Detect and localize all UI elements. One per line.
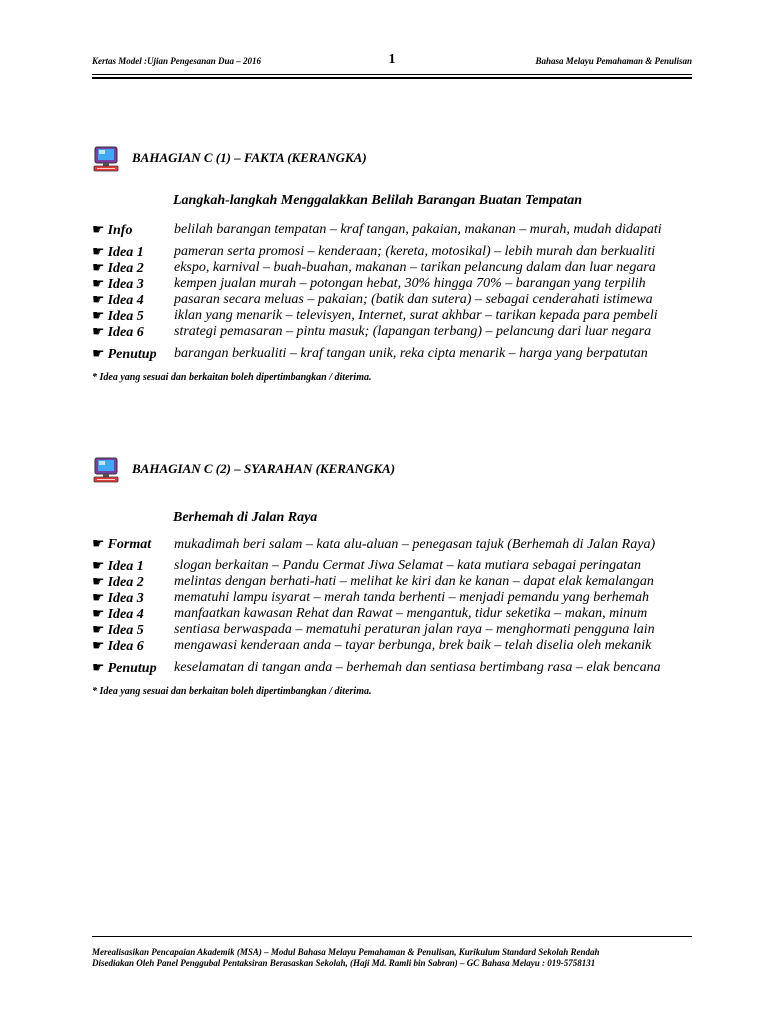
pointing-hand-icon: ☛ [92,575,105,590]
section2-subtitle: Berhemah di Jalan Raya [173,510,318,525]
page-number: 1 [388,52,396,67]
pointing-hand-icon: ☛ [92,245,105,260]
section1-subtitle: Langkah-langkah Menggalakkan Belilah Barangan Buatan Tempatan [173,193,583,208]
row-text: pasaran secara meluas – pakaian; (batik dan sutera) – sebagai cenderahati istimewa [174,292,653,307]
row-label: Idea 6 [107,325,144,340]
row-label: Idea 2 [107,575,144,590]
row-label: Idea 4 [107,607,144,622]
section1-title: BAHAGIAN C (1) – FAKTA (KERANGKA) [132,150,367,165]
row-label: Idea 5 [107,309,144,324]
pointing-hand-icon: ☛ [92,661,105,676]
row-text: iklan yang menarik – televisyen, Internet, surat akhbar – tarikan kepada para pembeli [174,308,658,323]
row-label: Info [107,223,133,238]
pointing-hand-icon: ☛ [92,293,105,308]
row-label: Idea 2 [107,261,144,276]
list-item [92,222,698,238]
list-item [92,346,698,362]
list-item [92,292,698,308]
footer-line-1: Merealisasikan Pencapaian Akademik (MSA) – Modul Bahasa Melayu Pemahaman & Penulisan, Kurikulum Standard Sekolah Rendah [92,947,600,957]
row-label: Format [107,537,152,552]
row-text: pameran serta promosi – kenderaan; (kereta, motosikal) – lebih murah dan berkualiti [174,244,656,259]
list-item [92,660,698,676]
pointing-hand-icon: ☛ [92,639,105,654]
list-item [92,622,698,638]
row-text: mengawasi kenderaan anda – tayar berbunga, brek baik – telah diselia oleh mekanik [174,638,652,653]
pointing-hand-icon: ☛ [92,277,105,292]
section2-title: BAHAGIAN C (2) – SYARAHAN (KERANGKA) [132,461,396,476]
list-item [92,638,698,654]
row-label: Idea 1 [107,245,144,260]
row-text: strategi pemasaran – pintu masuk; (lapangan terbang) – pelancung dari luar negara [174,324,652,339]
row-text: ekspo, karnival – buah-buahan, makanan – tarikan pelancung dalam dan luar negara [174,260,656,275]
row-text: barangan berkualiti – kraf tangan unik, reka cipta menarik – harga yang berpatutan [174,346,648,361]
section2-note: * Idea yang sesuai dan berkaitan boleh dipertimbangkan / diterima. [92,686,372,697]
row-label: Idea 6 [107,639,144,654]
pointing-hand-icon: ☛ [92,347,105,362]
list-item [92,244,698,260]
row-label: Penutup [107,347,157,362]
section1-note: * Idea yang sesuai dan berkaitan boleh dipertimbangkan / diterima. [92,372,372,383]
list-item [92,536,698,552]
row-label: Penutup [107,661,157,676]
row-text: sentiasa berwaspada – mematuhi peraturan jalan raya – menghormati pengguna lain [174,622,655,637]
row-text: kempen jualan murah – potongan hebat, 30% hingga 70% – barangan yang terpilih [174,276,646,291]
row-label: Idea 3 [107,591,144,606]
header-left-text: Kertas Model :Ujian Pengesanan Dua – 2016 [92,56,262,66]
footer-rule [92,936,692,937]
list-item [92,260,698,276]
row-text: keselamatan di tangan anda – berhemah dan sentiasa bertimbang rasa – elak bencana [174,660,661,675]
row-label: Idea 4 [107,293,144,308]
pointing-hand-icon: ☛ [92,261,105,276]
row-text: mukadimah beri salam – kata alu-aluan – penegasan tajuk (Berhemah di Jalan Raya) [174,537,656,552]
list-item [92,308,698,324]
computer-icon [92,457,120,483]
pointing-hand-icon: ☛ [92,325,105,340]
list-item [92,606,698,622]
footer-line-2: Disediakan Oleh Panel Penggubal Pentaksiran Berasaskan Sekolah, (Haji Md. Ramli bin Sabran) – GC Bahasa Melayu : 019-5758131 [92,958,596,968]
row-text: mematuhi lampu isyarat – merah tanda berhenti – menjadi pemandu yang berhemah [174,590,650,605]
pointing-hand-icon: ☛ [92,607,105,622]
list-item [92,276,698,292]
pointing-hand-icon: ☛ [92,559,105,574]
page-header [92,52,692,72]
list-item [92,574,698,590]
computer-icon [92,146,120,172]
pointing-hand-icon: ☛ [92,591,105,606]
header-rule-thick [92,77,692,79]
pointing-hand-icon: ☛ [92,309,105,324]
pointing-hand-icon: ☛ [92,537,105,552]
row-text: slogan berkaitan – Pandu Cermat Jiwa Selamat – kata mutiara sebagai peringatan [174,558,642,573]
row-label: Idea 5 [107,623,144,638]
row-text: melintas dengan berhati-hati – melihat ke kiri dan ke kanan – dapat elak kemalangan [174,574,654,589]
list-item [92,590,698,606]
pointing-hand-icon: ☛ [92,623,105,638]
header-right-text: Bahasa Melayu Pemahaman & Penulisan [535,56,692,66]
pointing-hand-icon: ☛ [92,223,105,238]
row-label: Idea 3 [107,277,144,292]
list-item [92,558,698,574]
row-label: Idea 1 [107,559,144,574]
header-rule-thin [92,74,692,75]
row-text: belilah barangan tempatan – kraf tangan, pakaian, makanan – murah, mudah didapati [174,222,662,237]
page-footer [92,947,692,969]
list-item [92,324,698,340]
row-text: manfaatkan kawasan Rehat dan Rawat – mengantuk, tidur seketika – makan, minum [174,606,648,621]
